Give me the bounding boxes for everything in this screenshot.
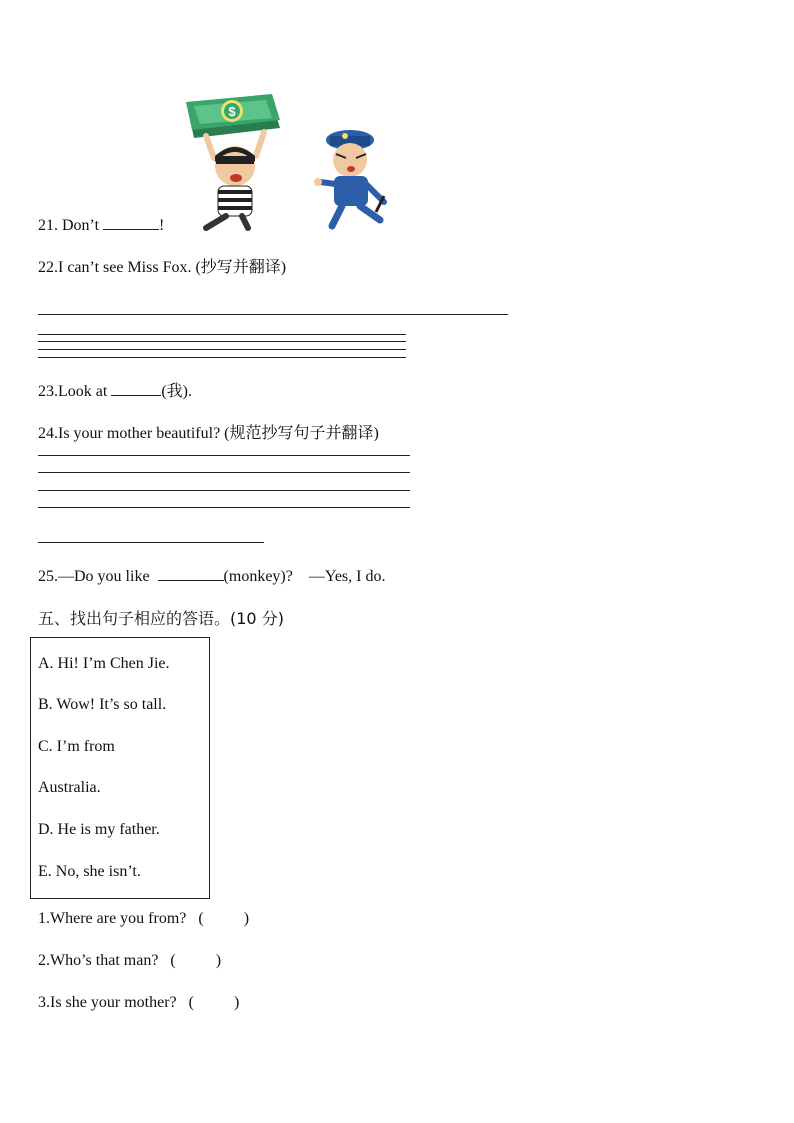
question-21: [38, 215, 164, 235]
answer-line[interactable]: [38, 357, 406, 358]
question-25-answer: —Yes, I do.: [308, 568, 386, 585]
option-c-continued: Australia.: [38, 779, 101, 796]
option-e: E. No, she isn’t.: [38, 863, 141, 880]
answer-line[interactable]: [38, 455, 410, 456]
answer-parentheses[interactable]: ( ): [170, 952, 222, 969]
question-21-blank[interactable]: [103, 215, 159, 230]
answer-line[interactable]: [38, 314, 508, 315]
thief-police-illustration: [180, 92, 400, 237]
question-21-text: 21. Don’t: [38, 217, 104, 234]
match-item-2: [38, 952, 221, 970]
question-24: 24.Is your mother beautiful? (规范抄写句子并翻译): [38, 425, 379, 442]
police-figure: [314, 130, 384, 226]
answer-line[interactable]: [38, 334, 406, 335]
svg-text:$: $: [228, 104, 236, 119]
answer-line[interactable]: [38, 507, 410, 508]
option-a: A. Hi! I’m Chen Jie.: [38, 655, 170, 672]
answer-parentheses[interactable]: ( ): [188, 994, 240, 1011]
question-21-suffix: !: [159, 217, 165, 234]
section-5-heading: 五、找出句子相应的答语。(10 分): [38, 609, 284, 628]
match-item-text: 3.Is she your mother?: [38, 994, 177, 1011]
match-item-1: [38, 910, 249, 928]
question-23-text: 23.Look at: [38, 383, 112, 400]
answer-line[interactable]: [38, 341, 406, 342]
question-25: [38, 566, 385, 586]
answer-line[interactable]: [38, 349, 406, 350]
option-c: C. I’m from: [38, 738, 115, 755]
option-d: D. He is my father.: [38, 821, 160, 838]
question-25-text: 25.—Do you like: [38, 568, 154, 585]
question-25-hint: (monkey)?: [223, 568, 293, 585]
answer-line[interactable]: [38, 472, 410, 473]
match-item-text: 1.Where are you from?: [38, 910, 187, 927]
question-23: [38, 378, 192, 401]
options-box: [30, 637, 210, 899]
answer-line[interactable]: [38, 490, 410, 491]
answer-parentheses[interactable]: ( ): [198, 910, 250, 927]
question-23-blank[interactable]: [111, 381, 161, 396]
match-item-3: [38, 994, 239, 1012]
answer-line[interactable]: [38, 542, 264, 543]
thief-figure: [206, 132, 264, 228]
question-23-suffix: (我).: [161, 383, 192, 400]
question-25-blank[interactable]: [158, 566, 224, 581]
option-b: B. Wow! It’s so tall.: [38, 696, 167, 713]
question-22: 22.I can’t see Miss Fox. (抄写并翻译): [38, 259, 287, 276]
match-item-text: 2.Who’s that man?: [38, 952, 159, 969]
